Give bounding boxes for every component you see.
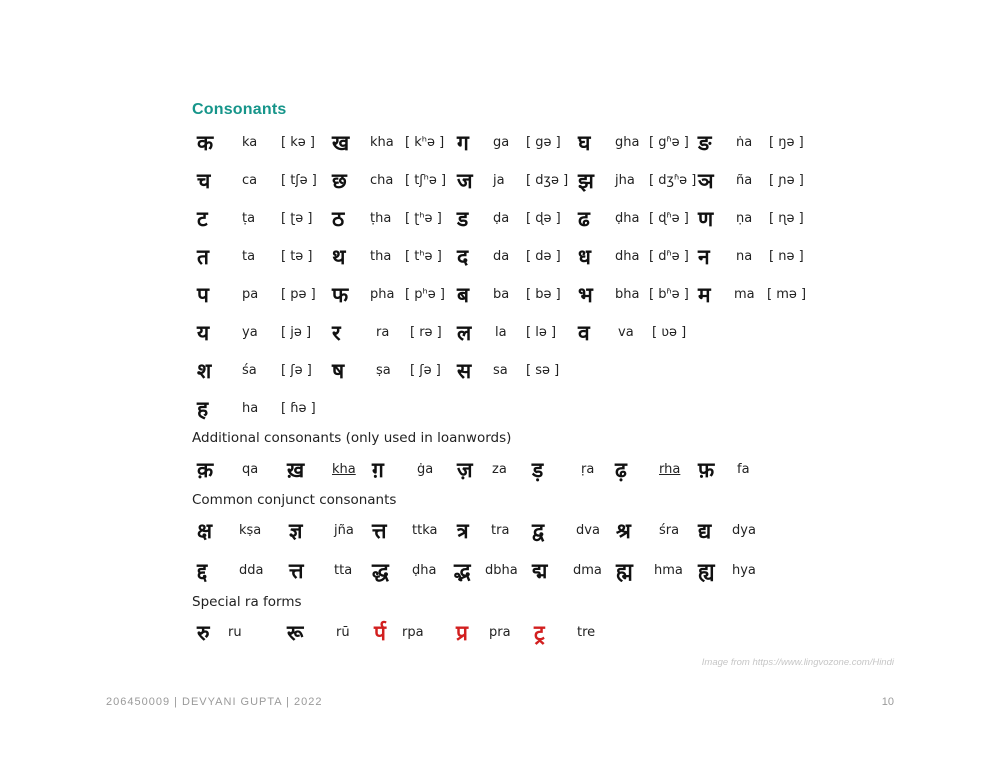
table-row: [192, 318, 892, 348]
romanization: ḍha: [412, 563, 437, 578]
devanagari-glyph: ज: [457, 169, 473, 193]
table-row: [192, 356, 892, 386]
devanagari-glyph: प्र: [456, 621, 468, 645]
romanization: kṣa: [239, 523, 262, 538]
romanization: ṛa: [581, 462, 595, 477]
romanization: tta: [334, 563, 353, 578]
ipa: [ gʱə ]: [649, 135, 689, 150]
romanization: ma: [734, 287, 755, 302]
devanagari-glyph: द्द: [197, 559, 208, 583]
romanization: dma: [573, 563, 602, 578]
ipa: [ tʃə ]: [281, 173, 317, 188]
romanization: ra: [376, 325, 390, 340]
additional-consonants-label: Additional consonants (only used in loanwords): [192, 430, 512, 446]
devanagari-glyph: त: [197, 245, 209, 269]
devanagari-glyph: ह: [197, 397, 209, 421]
romanization: kha: [332, 462, 356, 477]
romanization: jña: [334, 523, 354, 538]
romanization: rha: [659, 462, 681, 477]
romanization: ġa: [417, 462, 434, 477]
devanagari-glyph: ह्म: [616, 559, 633, 583]
romanization: rū: [336, 625, 350, 640]
devanagari-glyph: ञ: [698, 169, 714, 193]
ipa: [ ɖə ]: [526, 211, 561, 226]
ipa: [ ʈə ]: [281, 211, 313, 226]
table-row: [192, 455, 892, 485]
romanization: ṭa: [242, 211, 256, 226]
romanization: tre: [577, 625, 596, 640]
table-row: [192, 516, 892, 546]
devanagari-glyph: ट: [197, 207, 208, 231]
devanagari-glyph: र: [332, 321, 341, 345]
romanization: kha: [370, 135, 394, 150]
romanization: fa: [737, 462, 750, 477]
footer-author: 206450009 | DEVYANI GUPTA | 2022: [106, 696, 323, 708]
devanagari-glyph: ख: [332, 131, 350, 155]
romanization: ba: [493, 287, 510, 302]
romanization: tha: [370, 249, 392, 264]
romanization: ṭha: [370, 211, 392, 226]
ipa: [ ʈʰə ]: [405, 211, 442, 226]
romanization: dda: [239, 563, 264, 578]
romanization: dha: [615, 249, 640, 264]
romanization: śa: [242, 363, 257, 378]
image-credit: Image from https://www.lingvozone.com/Hindi: [701, 657, 894, 668]
devanagari-glyph: छ: [332, 169, 347, 193]
ipa: [ tə ]: [281, 249, 313, 264]
ipa: [ tʰə ]: [405, 249, 442, 264]
devanagari-glyph: क़: [197, 458, 214, 482]
table-row: [192, 128, 892, 158]
romanization: ṣa: [376, 363, 391, 378]
ipa: [ bə ]: [526, 287, 561, 302]
romanization: ḍha: [615, 211, 640, 226]
ipa: [ gə ]: [526, 135, 561, 150]
devanagari-glyph: ह्य: [698, 559, 715, 583]
ipa: [ pʰə ]: [405, 287, 445, 302]
ipa: [ ɦə ]: [281, 401, 316, 416]
romanization: ru: [228, 625, 242, 640]
romanization: dya: [732, 523, 756, 538]
romanization: ña: [736, 173, 753, 188]
romanization: ṇa: [736, 211, 753, 226]
romanization: bha: [615, 287, 640, 302]
devanagari-glyph: न: [698, 245, 710, 269]
devanagari-glyph: ट्र: [534, 621, 545, 645]
devanagari-glyph: फ़: [698, 458, 715, 482]
ipa: [ mə ]: [767, 287, 807, 302]
ipa: [ ʃə ]: [410, 363, 441, 378]
romanization: tra: [491, 523, 510, 538]
ipa: [ tʃʰə ]: [405, 173, 447, 188]
table-row: [192, 280, 892, 310]
devanagari-glyph: द्य: [698, 519, 712, 543]
romanization: cha: [370, 173, 394, 188]
ipa: [ pə ]: [281, 287, 316, 302]
romanization: ḍa: [493, 211, 510, 226]
table-row: [192, 166, 892, 196]
conjuncts-label: Common conjunct consonants: [192, 492, 397, 508]
ipa: [ ɳə ]: [769, 211, 804, 226]
romanization: pa: [242, 287, 259, 302]
ipa: [ sə ]: [526, 363, 560, 378]
ipa: [ kʰə ]: [405, 135, 445, 150]
romanization: pha: [370, 287, 395, 302]
ipa: [ ʋə ]: [652, 325, 687, 340]
devanagari-glyph: य: [197, 321, 210, 345]
romanization: ttka: [412, 523, 438, 538]
devanagari-glyph: ढ़: [615, 458, 627, 482]
romanization: hya: [732, 563, 756, 578]
devanagari-glyph: ण: [698, 207, 714, 231]
devanagari-glyph: ष: [332, 359, 345, 383]
romanization: ga: [493, 135, 510, 150]
romanization: qa: [242, 462, 259, 477]
devanagari-glyph: त्त: [289, 559, 304, 583]
devanagari-glyph: द्भ: [454, 559, 471, 583]
table-row: [192, 618, 892, 648]
ipa: [ dʒʱə ]: [649, 173, 697, 188]
romanization: ja: [493, 173, 505, 188]
devanagari-glyph: ड: [457, 207, 469, 231]
romanization: gha: [615, 135, 640, 150]
devanagari-glyph: र्प: [374, 621, 386, 645]
ipa: [ dʒə ]: [526, 173, 569, 188]
romanization: la: [495, 325, 507, 340]
ipa: [ jə ]: [281, 325, 312, 340]
ipa: [ ɲə ]: [769, 173, 804, 188]
romanization: pra: [489, 625, 511, 640]
devanagari-glyph: झ: [578, 169, 594, 193]
romanization: jha: [615, 173, 635, 188]
devanagari-glyph: द्व: [532, 519, 545, 543]
devanagari-glyph: ब: [457, 283, 469, 307]
ipa: [ ŋə ]: [769, 135, 804, 150]
devanagari-glyph: ल: [457, 321, 472, 345]
devanagari-glyph: रु: [197, 621, 210, 645]
ipa: [ bʱə ]: [649, 287, 689, 302]
romanization: ya: [242, 325, 258, 340]
romanization: va: [618, 325, 634, 340]
devanagari-glyph: रू: [287, 621, 304, 645]
romanization: da: [493, 249, 510, 264]
romanization: ṅa: [736, 135, 753, 150]
romanization: hma: [654, 563, 683, 578]
ipa: [ rə ]: [410, 325, 442, 340]
ipa: [ nə ]: [769, 249, 804, 264]
table-row: [192, 204, 892, 234]
devanagari-glyph: ग़: [372, 458, 384, 482]
devanagari-glyph: ढ: [578, 207, 590, 231]
table-row: [192, 242, 892, 272]
ipa: [ ɖʱə ]: [649, 211, 689, 226]
devanagari-glyph: च: [197, 169, 211, 193]
devanagari-glyph: त्र: [457, 519, 469, 543]
devanagari-glyph: त्त: [372, 519, 387, 543]
table-row: [192, 394, 892, 424]
devanagari-glyph: म: [698, 283, 711, 307]
devanagari-glyph: द: [457, 245, 469, 269]
romanization: ta: [242, 249, 256, 264]
devanagari-glyph: घ: [578, 131, 591, 155]
ipa: [ də ]: [526, 249, 561, 264]
devanagari-glyph: श: [197, 359, 212, 383]
devanagari-glyph: श्र: [616, 519, 631, 543]
ipa: [ dʱə ]: [649, 249, 689, 264]
ipa: [ kə ]: [281, 135, 315, 150]
devanagari-glyph: स: [457, 359, 472, 383]
devanagari-glyph: भ: [578, 283, 593, 307]
devanagari-glyph: ड़: [532, 458, 544, 482]
devanagari-glyph: ज़: [457, 458, 473, 482]
ipa: [ lə ]: [526, 325, 557, 340]
romanization: dbha: [485, 563, 518, 578]
devanagari-glyph: ङ: [698, 131, 712, 155]
ipa: [ ʃə ]: [281, 363, 312, 378]
romanization: śra: [659, 523, 680, 538]
devanagari-glyph: प: [197, 283, 209, 307]
devanagari-glyph: ख़: [287, 458, 305, 482]
special-ra-label: Special ra forms: [192, 594, 302, 610]
devanagari-glyph: द्ध: [372, 559, 389, 583]
devanagari-glyph: थ: [332, 245, 346, 269]
romanization: sa: [493, 363, 508, 378]
devanagari-glyph: ध: [578, 245, 591, 269]
page-number: 10: [881, 696, 894, 708]
devanagari-glyph: ज्ञ: [289, 519, 303, 543]
table-row: [192, 556, 892, 586]
romanization: ha: [242, 401, 259, 416]
romanization: ca: [242, 173, 258, 188]
romanization: ka: [242, 135, 258, 150]
devanagari-glyph: ठ: [332, 207, 345, 231]
section-title: Consonants: [192, 101, 287, 118]
devanagari-glyph: द्म: [532, 559, 548, 583]
romanization: dva: [576, 523, 600, 538]
devanagari-glyph: क: [197, 131, 214, 155]
romanization: rpa: [402, 625, 424, 640]
romanization: za: [492, 462, 507, 477]
devanagari-glyph: व: [578, 321, 590, 345]
romanization: na: [736, 249, 753, 264]
devanagari-glyph: क्ष: [197, 519, 213, 543]
devanagari-glyph: ग: [457, 131, 469, 155]
devanagari-glyph: फ: [332, 283, 349, 307]
